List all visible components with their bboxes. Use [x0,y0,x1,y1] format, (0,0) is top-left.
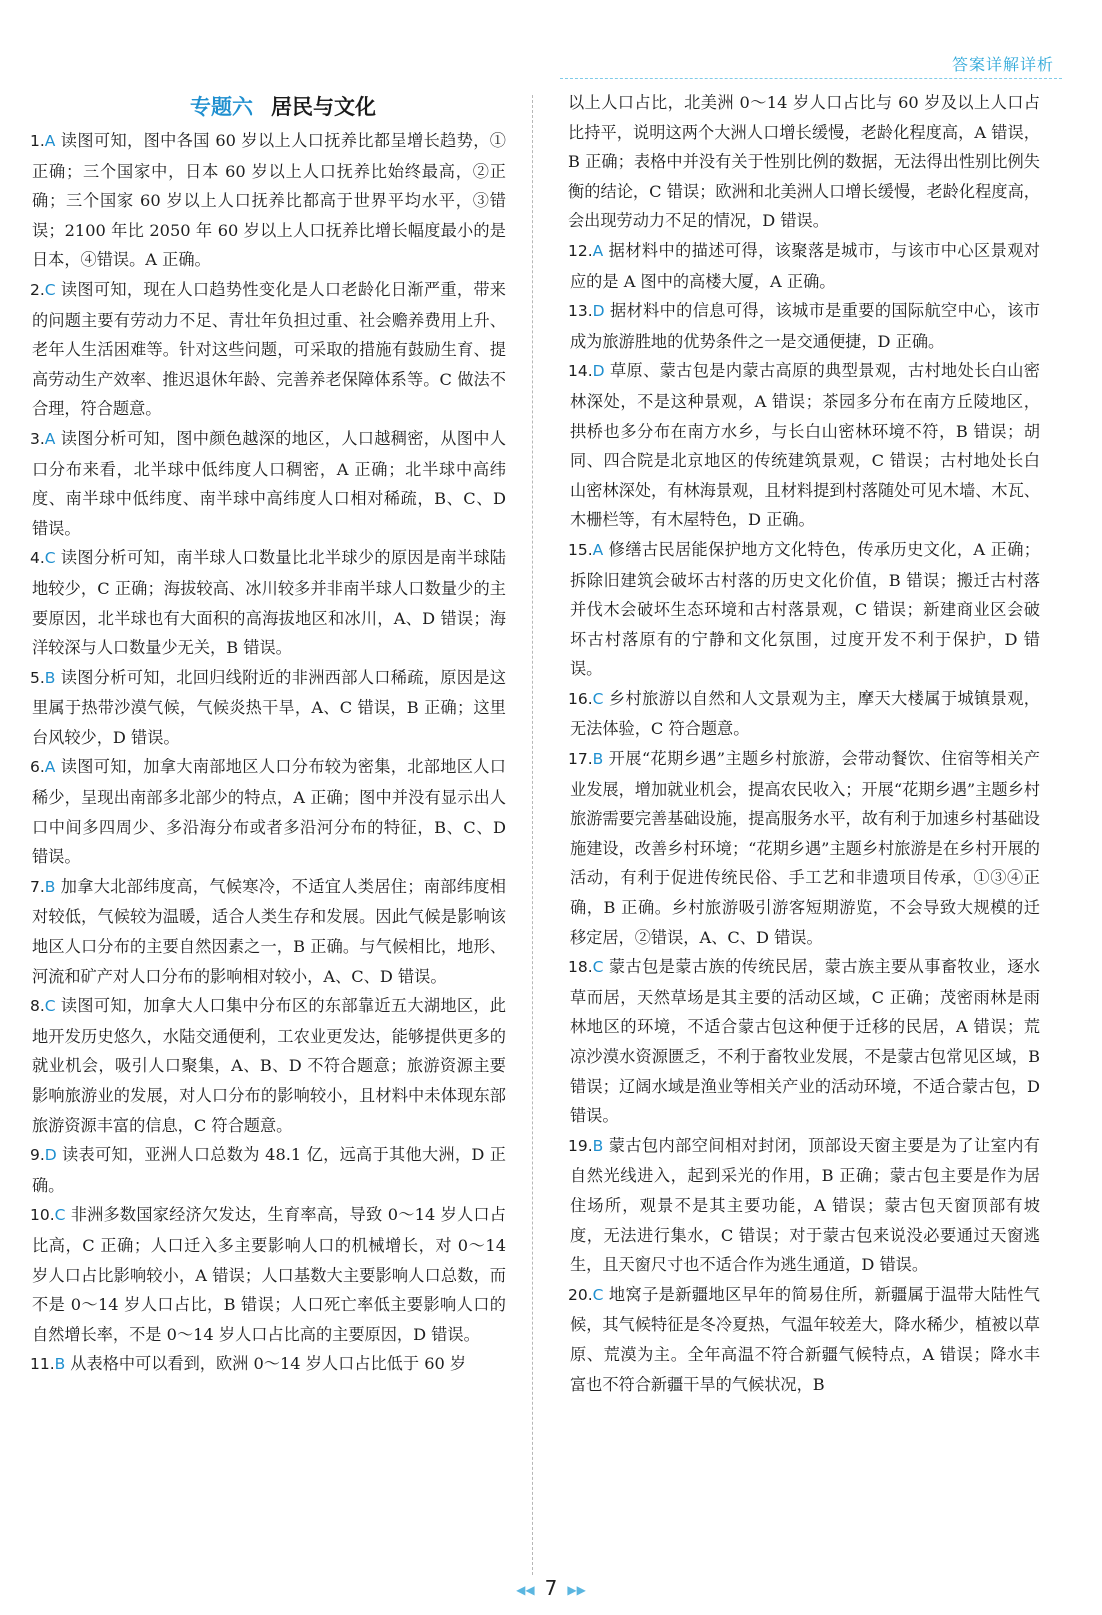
column-divider [532,95,533,1575]
answer-choice: C [44,549,56,568]
answer-explanation: 读图分析可知，北回归线附近的非洲西部人口稀疏，原因是这里属于热带沙漠气候，气候炎热干旱，A、C 错误，B 正确；这里台风较少，D 错误。 [32,667,506,747]
answer-choice: D [592,302,605,321]
answer-choice: B [44,877,56,896]
answer-item [30,424,506,543]
answer-explanation: 加拿大北部纬度高，气候寒冷，不适宜人类居住；南部纬度相对较低，气候较为温暖，适合人类生存和发展。因此气候是影响该地区人口分布的主要自然因素之一，B 正确。与气候相比，地形、河流和矿产对人口分布的影响相对较小，A、C、D 错误。 [32,876,506,986]
answer-number: 17. [568,750,593,769]
answer-choice: C [54,1206,66,1225]
answer-explanation: 从表格中可以看到，欧洲 0～14 岁人口占比低于 60 岁 [70,1354,467,1374]
prev-arrow-icon: ◀◀ [516,1582,535,1597]
answer-explanation: 读图分析可知，南半球人口数量比北半球少的原因是南半球陆地较少，C 正确；海拔较高、冰川较多并非南半球人口数量少的主要原因，北半球也有大面积的高海拔地区和冰川，A、D 错误；海洋较深与人口数量少无关，B 错误。 [32,548,506,658]
answer-explanation: 乡村旅游以自然和人文景观为主，摩天大楼属于城镇景观，无法体验，C 符合题意。 [570,688,1040,739]
answer-choice: C [44,997,56,1016]
header-label: 答案详解详析 [951,55,1054,74]
answer-explanation: 修缮古民居能保护地方文化特色，传承历史文化，A 正确；拆除旧建筑会破坏古村落的历史文化价值，B 错误；搬迁古村落并伐木会破坏生态环境和古村落景观，C 错误；新建商业区会破坏古村落原有的宁静和文化氛围，过度开发不利于保护，D 错误。 [570,539,1040,679]
answer-explanation: 读图可知，现在人口趋势性变化是人口老龄化日渐严重，带来的问题主要有劳动力不足、青壮年负担过重、社会赡养费用上升、老年人生活困难等。针对这些问题，可采取的措施有鼓励生育、提高劳动生产效率、推迟退休年龄、完善养老保障体系等。C 做法不合理，符合题意。 [32,279,506,419]
answer-item [568,296,1040,356]
answer-number: 9. [30,1146,45,1165]
answer-explanation: 非洲多数国家经济欠发达，生育率高，导致 0～14 岁人口占比高，C 正确；人口迁入多主要影响人口的机械增长，对 0～14 岁人口占比影响较小，A 错误；人口基数大主要影响人口总数，而不是 0～14 岁人口占比，B 错误；人口死亡率低主要影响人口的自然增长率，不是 0～14 岁人口占比高的主要原因，D 错误。 [32,1205,506,1344]
section-title [30,92,506,122]
section-subtitle: 居民与文化 [271,95,376,119]
answer-number: 6. [30,758,45,777]
next-arrow-icon: ▶▶ [567,1582,586,1597]
answer-item [568,236,1040,296]
answer-explanation: 蒙古包内部空间相对封闭，顶部设天窗主要是为了让室内有自然光线进入，起到采光的作用，B 正确；蒙古包主要是作为居住场所，观景不是其主要功能，A 错误；蒙古包天窗顶部有坡度，无法进行集水，C 错误；对于蒙古包来说没必要通过天窗逃生，且天窗尺寸也不适合作为逃生通道，D 错误。 [570,1135,1040,1275]
header-divider [560,78,1062,79]
answer-number: 12. [568,241,593,260]
left-column [30,92,506,1380]
answer-item [568,1131,1040,1280]
answer-choice: C [44,280,56,299]
answer-continuation: 以上人口占比，北美洲 0～14 岁人口占比与 60 岁及以上人口占比持平，说明这两个大洲人口增长缓慢，老龄化程度高，A 错误，B 正确；表格中并没有关于性别比例的数据，无法得出性别比例失衡的结论，C 错误；欧洲和北美洲人口增长缓慢，老龄化程度高，会出现劳动力不足的情况，D 错误。 [568,93,1040,231]
answer-number: 7. [30,877,45,896]
section-number: 专题六 [190,95,253,119]
answer-number: 13. [568,302,593,321]
answer-explanation: 蒙古包是蒙古族的传统民居，蒙古族主要从事畜牧业，逐水草而居，天然草场是其主要的活动区域，C 正确；茂密雨林是雨林地区的环境，不适合蒙古包这种便于迁移的民居，A 错误；荒凉沙漠水资源匮乏，不利于畜牧业发展，不是蒙古包常见区域，B 错误；辽阔水域是渔业等相关产业的活动环境，不适合蒙古包，D 错误。 [570,957,1040,1126]
answer-number: 15. [568,540,593,559]
answer-item [30,543,506,662]
answer-explanation: 据材料中的信息可得，该城市是重要的国际航空中心，该市成为旅游胜地的优势条件之一是交通便捷，D 正确。 [570,301,1040,351]
answer-choice: A [592,540,604,559]
answer-choice: C [592,958,604,977]
answer-explanation: 读图分析可知，图中颜色越深的地区，人口越稠密，从图中人口分布来看，北半球中低纬度人口稠密，A 正确；北半球中高纬度、南半球中低纬度、南半球中高纬度人口相对稀疏，B、C、D 错误。 [32,428,506,538]
answer-item [30,1200,506,1349]
answer-list-left [30,126,506,1380]
answer-explanation: 地窝子是新疆地区早年的简易住所，新疆属于温带大陆性气候，其气候特征是冬冷夏热，气温年较差大，降水稀少，植被以草原、荒漠为主。全年高温不符合新疆气候特点，A 错误；降水丰富也不符合新疆干旱的气候状况，B [570,1284,1040,1394]
answer-number: 11. [30,1355,55,1374]
page-number-value: 7 [544,1576,558,1600]
answer-explanation: 开展“花期乡遇”主题乡村旅游，会带动餐饮、住宿等相关产业发展，增加就业机会，提高农民收入；开展“花期乡遇”主题乡村旅游需要完善基础设施，提高服务水平，故有利于加速乡村基础设施建设，改善乡村环境；“花期乡遇”主题乡村旅游是在乡村开展的活动，有利于促进传统民俗、手工艺和非遗项目传承，①③④正确，B 正确。乡村旅游吸引游客短期游览，不会导致大规模的迁移定居，②错误，A、C、D 错误。 [570,749,1040,947]
answer-item [30,663,506,753]
answer-item [568,744,1040,952]
answer-choice: B [592,1136,604,1155]
answer-list-right [568,236,1040,1399]
answer-choice: A [592,241,604,260]
answer-number: 14. [568,362,593,381]
answer-number: 3. [30,429,45,448]
answer-item [30,1349,506,1380]
answer-item [30,991,506,1140]
answer-choice: A [44,132,56,150]
answer-choice: D [592,362,605,381]
answer-number: 5. [30,668,45,687]
answer-item [568,952,1040,1131]
answer-item [30,752,506,871]
answer-number: 4. [30,549,45,568]
answer-explanation: 据材料中的描述可得，该聚落是城市，与该市中心区景观对应的是 A 图中的高楼大厦，A 正确。 [570,240,1040,291]
answer-choice: A [44,758,56,777]
answer-explanation: 读图可知，加拿大人口集中分布区的东部靠近五大湖地区，此地开发历史悠久，水陆交通便利，工农业更发达，能够提供更多的就业机会，吸引人口聚集，A、B、D 不符合题意；旅游资源主要影响旅游业的发展，对人口分布的影响较小，且材料中未体现东部旅游资源丰富的信息，C 符合题意。 [32,996,506,1135]
answer-choice: B [592,750,604,769]
answer-number: 10. [30,1206,55,1225]
answer-number: 20. [568,1285,593,1304]
answer-item [30,1140,506,1200]
answer-choice: B [54,1355,66,1374]
answer-explanation: 草原、蒙古包是内蒙古高原的典型景观，古村地处长白山密林深处，不是这种景观，A 错误；茶园多分布在南方丘陵地区，拱桥也多分布在南方水乡，与长白山密林环境不符，B 错误；胡同、四合院是北京地区的传统建筑景观，C 错误；古村地处长白山密林深处，有林海景观，且材料提到村落随处可见木墙、木瓦、木栅栏等，有木屋特色，D 正确。 [570,361,1040,530]
answer-item [30,126,506,275]
answer-choice: D [44,1146,57,1165]
answer-item [568,356,1040,535]
answer-choice: B [44,668,56,687]
answer-choice: C [592,1285,604,1304]
answer-number: 2. [30,280,45,299]
answer-item [30,872,506,991]
answer-choice: C [592,689,604,708]
answer-item [30,275,506,424]
answer-number: 8. [30,997,45,1016]
answer-explanation: 读表可知，亚洲人口总数为 48.1 亿，远高于其他大洲，D 正确。 [32,1145,506,1195]
answer-item [568,535,1040,684]
answer-number: 1. [30,132,45,150]
answer-explanation: 读图可知，图中各国 60 岁以上人口抚养比都呈增长趋势，①正确；三个国家中，日本 60 岁以上人口抚养比始终最高，②正确；三个国家 60 岁以上人口抚养比都高于世界平均水平，③错误；2100 年比 2050 年 60 岁以上人口抚养比增长幅度最小的是日本，④错误。A 正确。 [32,131,506,270]
answer-number: 18. [568,958,593,977]
answer-number: 19. [568,1136,593,1155]
answer-explanation: 读图可知，加拿大南部地区人口分布较为密集，北部地区人口稀少，呈现出南部多北部少的特点，A 正确；图中并没有显示出人口中间多四周少、多沿海分布或者多沿河分布的特征，B、C、D 错误。 [32,757,506,867]
answer-choice: A [44,429,56,448]
right-column [568,88,1040,1399]
answer-item [568,684,1040,744]
page-number [0,1576,1102,1600]
answer-number: 16. [568,689,593,708]
answer-item [568,1280,1040,1399]
